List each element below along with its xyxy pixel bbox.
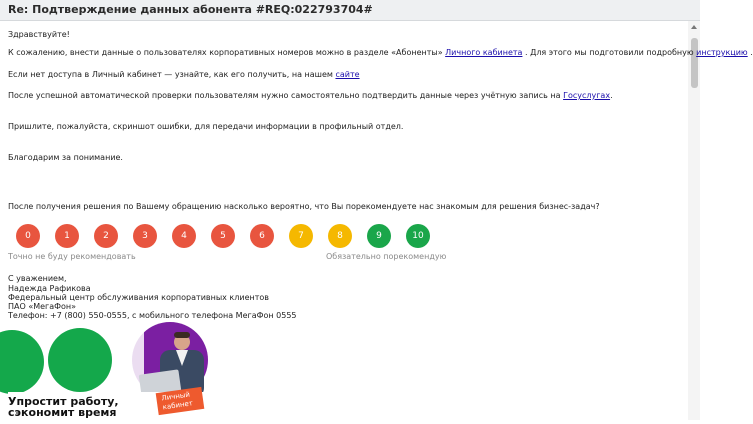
scroll-up-icon[interactable]: [691, 25, 697, 29]
nps-score-2[interactable]: 2: [94, 224, 118, 248]
signature-closing: С уважением,: [8, 274, 67, 283]
banner-headline: Упростит работу, сэкономит время: [8, 395, 119, 419]
scrollbar-thumb[interactable]: [691, 38, 698, 88]
scale-low-label: Точно не буду рекомендовать: [8, 252, 136, 261]
paragraph-abonents: К сожалению, внести данные о пользователях корпоративных номеров можно в разделе «Абоненты» Личного кабинета . Для этого мы подготовили подробную инструкцию .: [8, 48, 753, 57]
nps-score-1[interactable]: 1: [55, 224, 79, 248]
signature-phone: Телефон: +7 (800) 550-0555, с мобильного телефона МегаФон 0555: [8, 311, 297, 320]
signature-name: Надежда Рафикова: [8, 284, 91, 293]
nps-score-4[interactable]: 4: [172, 224, 196, 248]
nps-score-7[interactable]: 7: [289, 224, 313, 248]
nps-score-10[interactable]: 10: [406, 224, 430, 248]
nps-score-5[interactable]: 5: [211, 224, 235, 248]
personal-account-badge[interactable]: Личный кабинет: [156, 387, 205, 415]
paragraph-screenshot-request: Пришлите, пожалуйста, скриншот ошибки, для передачи информации в профильный отдел.: [8, 122, 404, 131]
nps-score-0[interactable]: 0: [16, 224, 40, 248]
paragraph-access: Если нет доступа в Личный кабинет — узнайте, как его получить, на нашем сайте: [8, 70, 360, 79]
nps-score-9[interactable]: 9: [367, 224, 391, 248]
gosuslugi-link[interactable]: Госуслугах: [563, 91, 611, 100]
site-link[interactable]: сайте: [335, 70, 360, 79]
paragraph-thanks: Благодарим за понимание.: [8, 153, 123, 162]
signature-dept: Федеральный центр обслуживания корпоративных клиентов: [8, 293, 269, 302]
nps-score-8[interactable]: 8: [328, 224, 352, 248]
scale-high-label: Обязательно порекомендую: [326, 252, 447, 261]
greeting: Здравствуйте!: [8, 30, 70, 39]
promo-banner[interactable]: [8, 320, 224, 420]
green-circle-right: [48, 328, 112, 392]
email-subject: Re: Подтверждение данных абонента #REQ:022793704#: [8, 3, 373, 16]
nps-score-6[interactable]: 6: [250, 224, 274, 248]
survey-question: После получения решения по Вашему обращению насколько вероятно, что Вы порекомендуете нас знакомым для решения бизнес-задач?: [8, 202, 600, 211]
personal-account-link[interactable]: Личного кабинета: [445, 48, 523, 57]
email-header: [0, 0, 700, 21]
nps-score-3[interactable]: 3: [133, 224, 157, 248]
instruction-link[interactable]: инструкцию: [696, 48, 748, 57]
paragraph-gosuslugi: После успешной автоматической проверки пользователям нужно самостоятельно подтвердить данные через учётную запись на Госуслугах.: [8, 91, 613, 100]
signature-company: ПАО «МегаФон»: [8, 302, 77, 311]
